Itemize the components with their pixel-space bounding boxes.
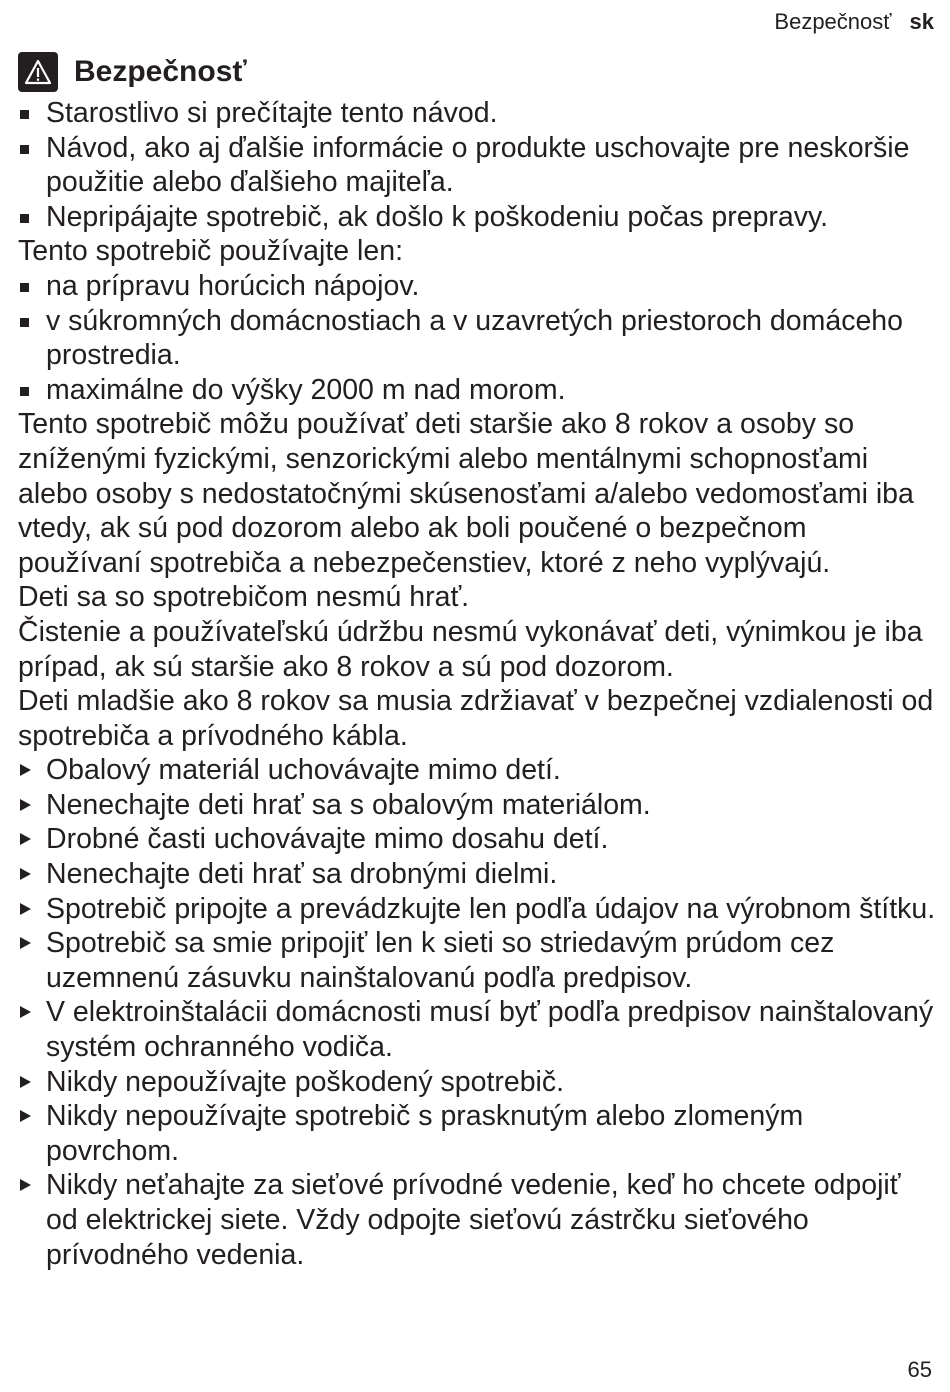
instruction-item: Spotrebič sa smie pripojiť len k sieti so striedavým prúdom cez uzemnenú zásuvku nainštalovanú podľa predpisov. <box>18 926 936 995</box>
page-number: 65 <box>907 1357 932 1382</box>
list-item: maximálne do výšky 2000 m nad morom. <box>18 373 936 408</box>
warning-triangle-icon <box>18 52 58 92</box>
usage-intro: Tento spotrebič používajte len: <box>18 235 403 268</box>
paragraph-distance: Deti mladšie ako 8 rokov sa musia zdržiavať v bezpečnej vzdialenosti od spotrebiča a prívodného kábla. <box>18 685 934 752</box>
paragraph-supervision: Tento spotrebič môžu používať deti staršie ako 8 rokov a osoby so zníženými fyzickými, senzorickými alebo mentálnymi schopnosťami alebo osoby s nedostatočnými skúsenosťami a/alebo vedomosťami iba vtedy, ak sú pod dozorom alebo ak boli poučené o bezpečnom používaní spotrebiča a nebezpečenstiev, ktoré z neho vyplývajú. <box>18 408 914 579</box>
header-section-name: Bezpečnosť <box>774 9 892 34</box>
instruction-item: Nenechajte deti hrať sa s obalovým materiálom. <box>18 788 936 823</box>
running-header <box>774 8 934 36</box>
paragraph-cleaning: Čistenie a používateľskú údržbu nesmú vykonávať deti, výnimkou je iba prípad, ak sú staršie ako 8 rokov a sú pod dozorom. <box>18 615 923 683</box>
instruction-item: Drobné časti uchovávajte mimo dosahu detí. <box>18 822 936 857</box>
paragraph-no-play: Deti sa so spotrebičom nesmú hrať. <box>18 581 470 614</box>
instruction-item: Obalový materiál uchovávajte mimo detí. <box>18 753 936 788</box>
instruction-item: Spotrebič pripojte a prevádzkujte len podľa údajov na výrobnom štítku. <box>18 892 936 927</box>
instruction-item: Nikdy nepoužívajte spotrebič s prasknutým alebo zlomeným povrchom. <box>18 1099 936 1168</box>
instruction-list <box>18 753 936 1272</box>
header-language-code: sk <box>909 9 934 34</box>
list-item: Starostlivo si prečítajte tento návod. <box>18 96 936 131</box>
instruction-item: Nenechajte deti hrať sa drobnými dielmi. <box>18 857 936 892</box>
list-item: Nepripájajte spotrebič, ak došlo k poškodeniu počas prepravy. <box>18 200 936 235</box>
page-content <box>18 50 936 1272</box>
instruction-item: V elektroinštalácii domácnosti musí byť podľa predpisov nainštalovaný systém ochranného vodiča. <box>18 995 936 1064</box>
instruction-item: Nikdy neťahajte za sieťové prívodné vedenie, keď ho chcete odpojiť od elektrickej siete. Vždy odpojte sieťovú zástrčku sieťového prívodného vedenia. <box>18 1168 936 1272</box>
intro-bullet-list <box>18 96 936 234</box>
list-item: Návod, ako aj ďalšie informácie o produkte uschovajte pre neskoršie použitie alebo ďalšieho majiteľa. <box>18 131 936 200</box>
section-heading <box>18 50 936 94</box>
section-title: Bezpečnosť <box>74 54 247 88</box>
list-item: v súkromných domácnostiach a v uzavretých priestoroch domáceho prostredia. <box>18 304 936 373</box>
usage-bullet-list <box>18 269 936 407</box>
instruction-item: Nikdy nepoužívajte poškodený spotrebič. <box>18 1065 936 1100</box>
list-item: na prípravu horúcich nápojov. <box>18 269 936 304</box>
